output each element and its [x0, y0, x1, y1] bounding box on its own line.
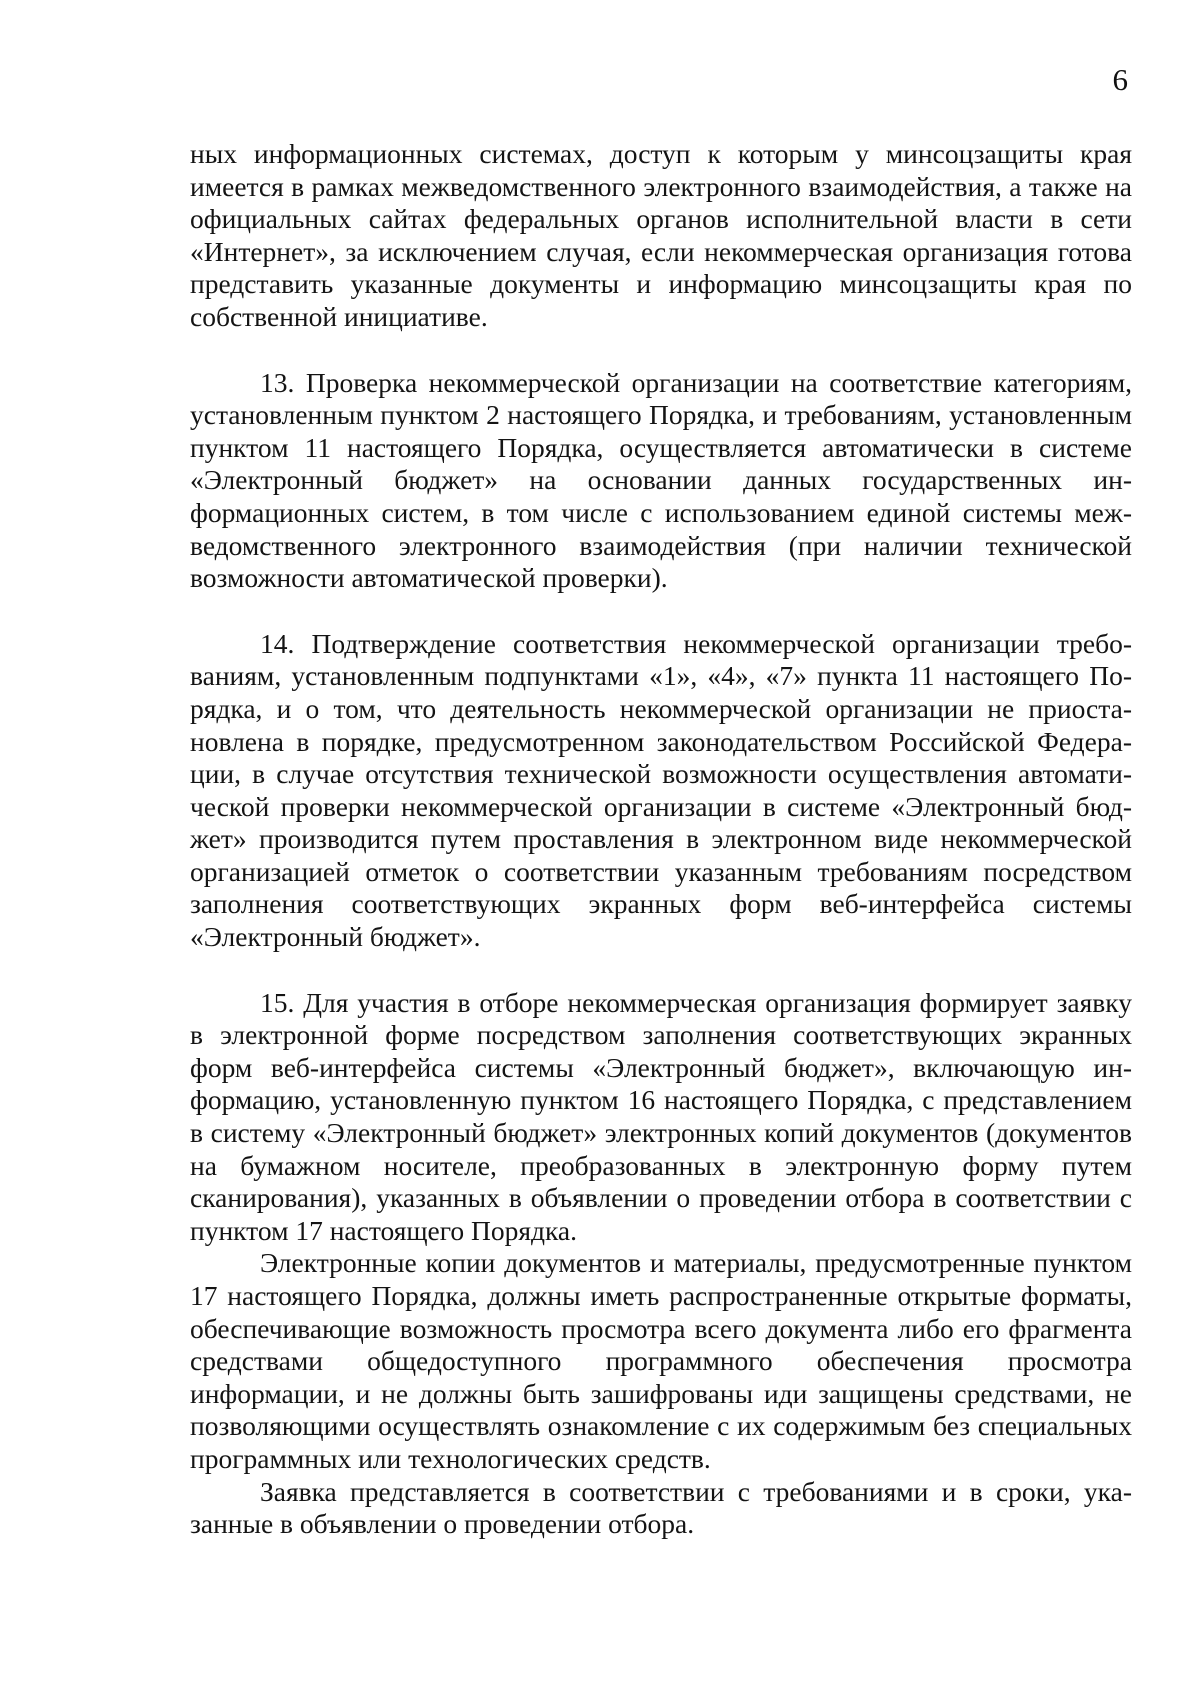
paragraph-application: Заявка представляется в соответствии с требованиями и в сроки, указанные в объявлении о проведении отбора. — [190, 1475, 1132, 1540]
paragraph-13: 13. Проверка некоммерческой организации на соответствие категориям, установленным пунктом 2 настоящего Порядка, и требованиям, установленным пунктом 11 настоящего Порядка, осуществляется автоматически в системе «Электронный бюджет» на основании данных государственных информационных систем, в том числе с использованием единой системы межведомственного электронного взаимодействия (при наличии технической возможности автоматической проверки). — [190, 366, 1132, 594]
paragraph-14: 14. Подтверждение соответствия некоммерческой организации требованиям, установленным подпунктами «1», «4», «7» пункта 11 настоящего Порядка, и о том, что деятельность некоммерческой организации не приостановлена в порядке, предусмотренном законодательством Российской Федерации, в случае отсутствия технической возможности осуществления автоматической проверки некоммерческой организации в системе «Электронный бюджет» производится путем проставления в электронном виде некоммерческой организацией отметок о соответствии указанным требованиям посредством заполнения соответствующих экранных форм веб-интерфейса системы «Электронный бюджет». — [190, 627, 1132, 953]
paragraph-15: 15. Для участия в отборе некоммерческая организация формирует заявку в электронной форме посредством заполнения соответствующих экранных форм веб-интерфейса системы «Электронный бюджет», включающую информацию, установленную пунктом 16 настоящего Порядка, с представлением в систему «Электронный бюджет» электронных копий документов (документов на бумажном носителе, преобразованных в электронную форму путем сканирования), указанных в объявлении о проведении отбора в соответствии с пунктом 17 настоящего Порядка. — [190, 986, 1132, 1246]
paragraph-electronic-copies: Электронные копии документов и материалы, предусмотренные пунктом 17 настоящего Порядка, должны иметь распространенные открытые форматы, обеспечивающие возможность просмотра всего документа либо его фрагмента средствами общедоступного программного обеспечения просмотра информации, и не должны быть зашифрованы иди защищены средствами, не позволяющими осуществлять ознакомление с их содержимым без специальных программных или технологических средств. — [190, 1247, 1132, 1474]
document-body — [190, 138, 1132, 1541]
page-number: 6 — [1112, 62, 1128, 97]
paragraph-continuation: ных информационных системах, доступ к которым у минсоцзащиты края имеется в рамках межведомственного электронного взаимодействия, а также на официальных сайтах федеральных органов исполнительной власти в сети «Интернет», за исключением случая, если некоммерческая организация готова представить указанные документы и информацию минсоцзащиты края по собственной инициативе. — [190, 138, 1132, 332]
